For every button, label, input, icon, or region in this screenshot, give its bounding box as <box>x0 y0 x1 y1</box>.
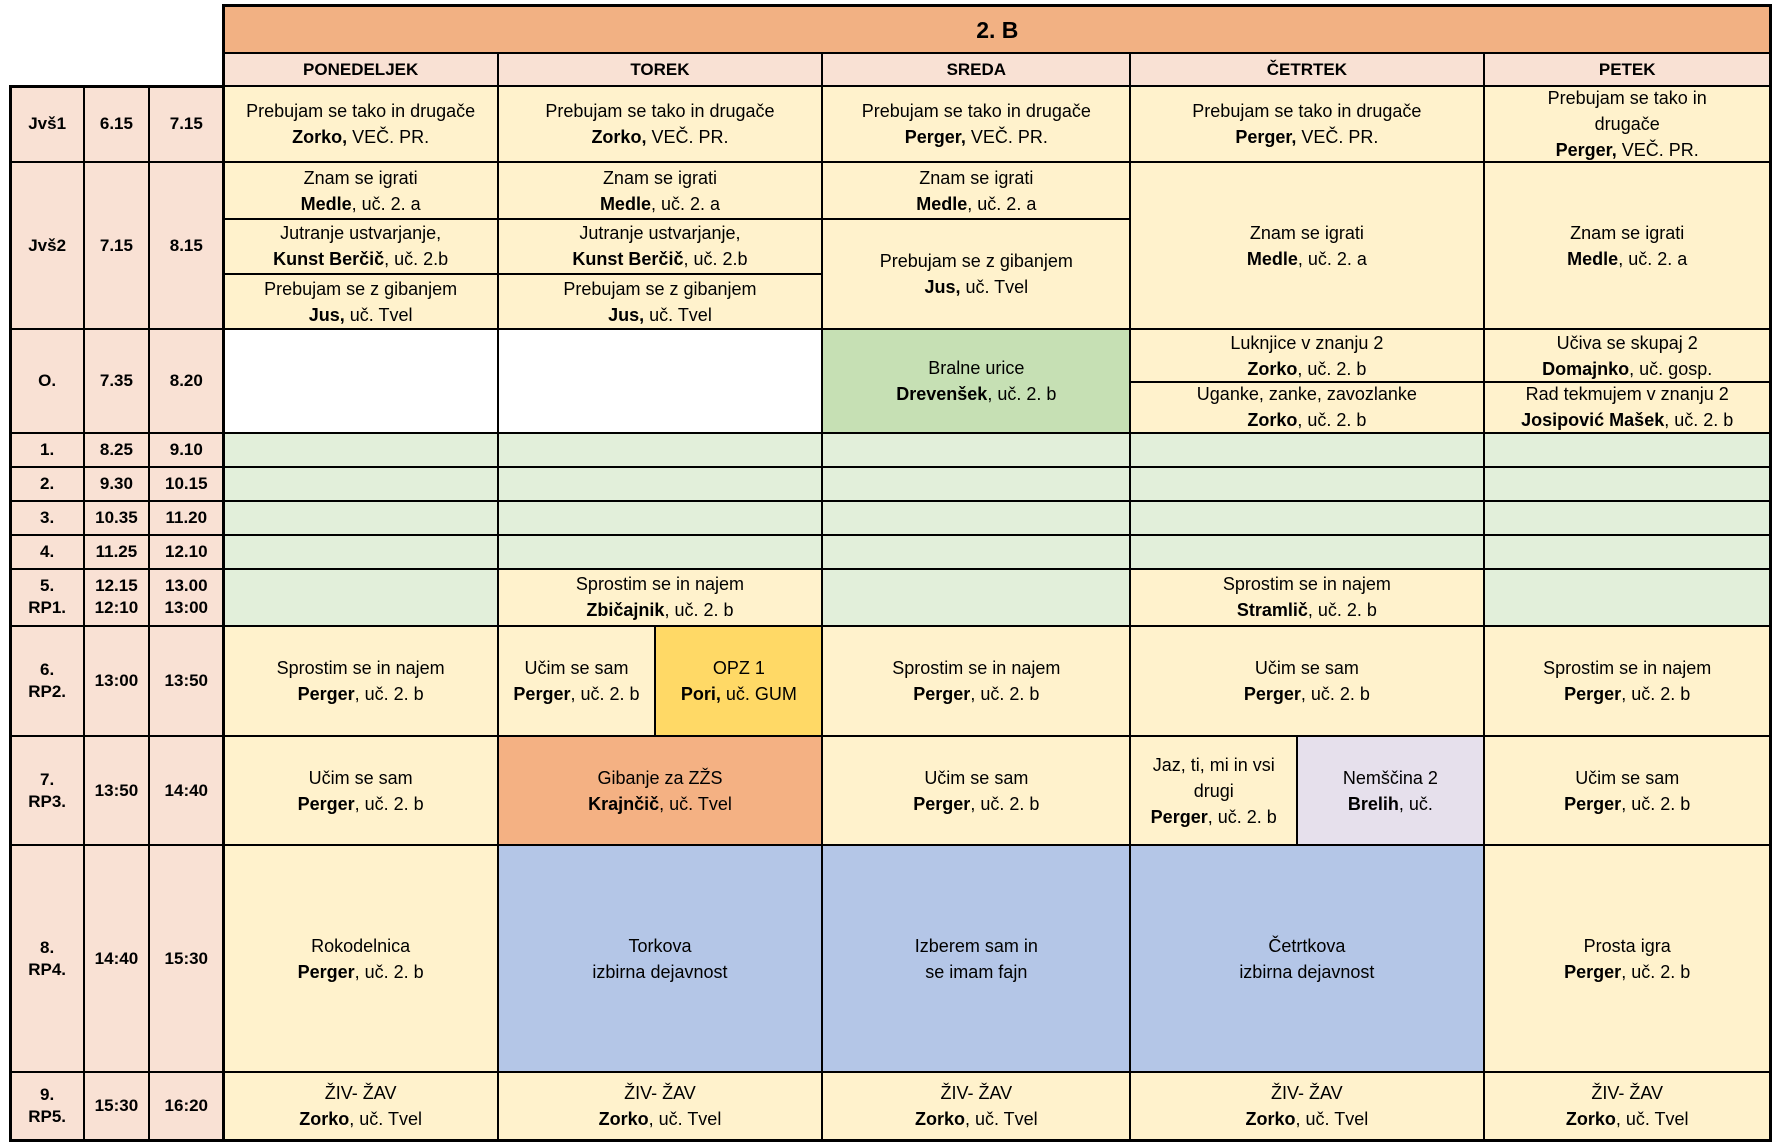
empty-slot <box>1130 535 1483 569</box>
schedule-entry <box>1130 626 1483 736</box>
start-time: 12.15 12:10 <box>84 569 149 626</box>
entry-line: Medle, uč. 2. a <box>1246 248 1367 269</box>
schedule-entry <box>1130 569 1483 626</box>
entry-line: Rokodelnica <box>311 935 411 956</box>
day-header: PONEDELJEK <box>224 53 498 86</box>
period-label: 9. RP5. <box>10 1072 84 1140</box>
start-time: 11.25 <box>84 535 149 569</box>
schedule-entry <box>498 329 823 432</box>
entry-line: Stramlič, uč. 2. b <box>1236 600 1377 621</box>
entry-line: Prebujam se tako in drugače <box>1192 101 1422 122</box>
schedule-entry <box>822 736 1130 845</box>
start-time: 13:50 <box>84 736 149 845</box>
start-time: 15:30 <box>84 1072 149 1140</box>
period-label: 3. <box>10 501 84 535</box>
schedule-entry <box>498 626 656 736</box>
entry-line: Prosta igra <box>1583 935 1671 956</box>
entry-line: Torkova <box>628 935 692 956</box>
entry-line: Medle, uč. 2. a <box>916 193 1037 214</box>
empty-slot <box>498 467 823 501</box>
period-label: 2. <box>10 467 84 501</box>
entry-line: Rad tekmujem v znanju 2 <box>1525 384 1729 405</box>
day-header: SREDA <box>822 53 1130 86</box>
entry-line: Zorko, uč. Tvel <box>299 1109 422 1130</box>
schedule-entry <box>1484 86 1771 162</box>
entry-line: Medle, uč. 2. a <box>300 193 421 214</box>
schedule-title: 2. B <box>224 6 1771 54</box>
entry-line: Izberem sam in <box>914 935 1038 956</box>
entry-line: Perger, uč. 2. b <box>297 961 424 982</box>
entry-line: Jutranje ustvarjanje, <box>280 223 442 244</box>
schedule-entry <box>498 274 823 330</box>
empty-slot <box>1484 535 1771 569</box>
schedule-entry <box>1484 845 1771 1072</box>
entry-line: Zorko, VEČ. PR. <box>591 127 729 148</box>
entry-line: Sprostim se in najem <box>1543 657 1712 678</box>
schedule-entry <box>224 626 498 736</box>
empty-slot <box>1484 501 1771 535</box>
period-label: 5. RP1. <box>10 569 84 626</box>
end-time: 10.15 <box>149 467 224 501</box>
entry-line: Luknjice v znanju 2 <box>1230 332 1384 353</box>
empty-slot <box>1484 467 1771 501</box>
schedule-entry <box>498 845 823 1072</box>
schedule-entry <box>1484 382 1771 433</box>
empty-slot <box>1484 569 1771 626</box>
entry-line: Perger, VEČ. PR. <box>1555 140 1699 161</box>
schedule-entry <box>498 86 823 162</box>
schedule-entry <box>1130 382 1483 433</box>
start-time: 8.25 <box>84 433 149 467</box>
entry-line: ŽIV- ŽAV <box>1591 1083 1664 1104</box>
schedule-entry <box>822 162 1130 219</box>
empty-slot <box>224 569 498 626</box>
entry-line: Učim se sam <box>924 767 1029 788</box>
empty-slot <box>822 433 1130 467</box>
entry-line: Medle, uč. 2. a <box>1567 248 1688 269</box>
empty-slot <box>1484 433 1771 467</box>
entry-line: Zorko, uč. 2. b <box>1247 358 1367 379</box>
empty-slot <box>224 467 498 501</box>
entry-line: Jus, uč. Tvel <box>608 304 712 325</box>
day-header: PETEK <box>1484 53 1771 86</box>
empty-slot <box>822 569 1130 626</box>
entry-line: Perger, uč. 2. b <box>913 683 1040 704</box>
schedule-entry <box>498 219 823 274</box>
entry-line: Sprostim se in najem <box>575 574 744 595</box>
schedule-entry <box>1130 86 1483 162</box>
end-time: 9.10 <box>149 433 224 467</box>
entry-line: Zbičajnik, uč. 2. b <box>586 600 734 621</box>
schedule-entry <box>822 1072 1130 1140</box>
end-time: 8.20 <box>149 329 224 432</box>
period-label: 7. RP3. <box>10 736 84 845</box>
entry-line: Znam se igrati <box>303 167 418 188</box>
period-label: 4. <box>10 535 84 569</box>
entry-line: Perger, uč. 2. b <box>1564 683 1691 704</box>
entry-line: Znam se igrati <box>602 167 717 188</box>
empty-slot <box>1130 467 1483 501</box>
end-time: 7.15 <box>149 86 224 162</box>
period-label: Jvš1 <box>10 86 84 162</box>
empty-slot <box>822 501 1130 535</box>
entry-line: Učiva se skupaj 2 <box>1556 332 1698 353</box>
end-time: 16:20 <box>149 1072 224 1140</box>
end-time: 13:50 <box>149 626 224 736</box>
entry-line: Učim se sam <box>1254 657 1359 678</box>
schedule-entry <box>822 219 1130 329</box>
entry-line: Znam se igrati <box>919 167 1034 188</box>
entry-line: izbirna dejavnost <box>592 961 728 982</box>
entry-line: Učim se sam <box>524 657 629 678</box>
start-time: 7.15 <box>84 162 149 329</box>
schedule-entry <box>1130 736 1297 845</box>
entry-line: Jus, uč. Tvel <box>308 304 413 325</box>
entry-line: Uganke, zanke, zavozlanke <box>1196 384 1417 405</box>
end-time: 12.10 <box>149 535 224 569</box>
entry-line: Zorko, uč. Tvel <box>914 1109 1038 1130</box>
entry-line: Perger, uč. 2. b <box>513 683 640 704</box>
entry-line: Prebujam se z gibanjem <box>563 278 757 299</box>
schedule-entry <box>1130 329 1483 381</box>
schedule-entry <box>224 736 498 845</box>
entry-line: Kunst Berčič, uč. 2.b <box>572 249 748 270</box>
schedule-entry <box>822 86 1130 162</box>
day-header: TOREK <box>498 53 823 86</box>
empty-slot <box>224 433 498 467</box>
empty-slot <box>1130 433 1483 467</box>
period-label: 6. RP2. <box>10 626 84 736</box>
start-time: 6.15 <box>84 86 149 162</box>
start-time: 10.35 <box>84 501 149 535</box>
entry-line: Zorko, uč. 2. b <box>1247 410 1367 431</box>
entry-line: Znam se igrati <box>1249 222 1364 243</box>
start-time: 7.35 <box>84 329 149 432</box>
end-time: 15:30 <box>149 845 224 1072</box>
entry-line: Znam se igrati <box>1570 222 1685 243</box>
empty-slot <box>822 467 1130 501</box>
entry-line: Gibanje za ZŽS <box>597 767 723 788</box>
empty-slot <box>1130 501 1483 535</box>
entry-line: Sprostim se in najem <box>276 657 445 678</box>
schedule-entry <box>224 86 498 162</box>
entry-line: Medle, uč. 2. a <box>599 193 720 214</box>
schedule-entry <box>224 274 498 330</box>
entry-line: Prebujam se tako in <box>1547 88 1707 109</box>
schedule-entry <box>224 219 498 274</box>
schedule-entry <box>224 162 498 219</box>
entry-line: Prebujam se z gibanjem <box>879 251 1073 272</box>
period-label: 1. <box>10 433 84 467</box>
schedule-entry <box>498 162 823 219</box>
end-time: 14:40 <box>149 736 224 845</box>
schedule-entry <box>224 329 498 432</box>
entry-line: Perger, uč. 2. b <box>297 683 424 704</box>
entry-line: Jus, uč. Tvel <box>924 277 1029 298</box>
start-time: 13:00 <box>84 626 149 736</box>
entry-line: Perger, VEČ. PR. <box>904 127 1048 148</box>
end-time: 13.00 13:00 <box>149 569 224 626</box>
entry-line: Perger, uč. 2. b <box>1564 961 1691 982</box>
entry-line: se imam fajn <box>925 961 1028 982</box>
schedule-entry <box>224 845 498 1072</box>
start-time: 9.30 <box>84 467 149 501</box>
entry-line: Zorko, uč. Tvel <box>598 1109 722 1130</box>
period-label: O. <box>10 329 84 432</box>
entry-line: Prebujam se tako in drugače <box>861 101 1091 122</box>
entry-line: Nemščina 2 <box>1342 767 1438 788</box>
empty-slot <box>498 535 823 569</box>
end-time: 11.20 <box>149 501 224 535</box>
schedule-entry <box>1484 162 1771 329</box>
entry-line: Prebujam se tako in drugače <box>545 101 775 122</box>
schedule-entry <box>498 569 823 626</box>
empty-slot <box>498 433 823 467</box>
entry-line: Bralne urice <box>928 358 1025 379</box>
schedule-entry <box>822 845 1130 1072</box>
end-time: 8.15 <box>149 162 224 329</box>
empty-slot <box>224 501 498 535</box>
schedule-entry <box>1484 736 1771 845</box>
period-label: 8. RP4. <box>10 845 84 1072</box>
entry-line: Perger, uč. 2. b <box>297 793 424 814</box>
entry-line: Učim se sam <box>1575 767 1680 788</box>
entry-line: Perger, uč. 2. b <box>913 793 1040 814</box>
entry-line: Prebujam se z gibanjem <box>264 278 458 299</box>
entry-line: OPZ 1 <box>712 657 765 678</box>
schedule-entry <box>498 736 823 845</box>
schedule-entry <box>1484 329 1771 381</box>
schedule-entry <box>1484 626 1771 736</box>
entry-line: Josipović Mašek, uč. 2. b <box>1521 410 1734 431</box>
entry-line: Jutranje ustvarjanje, <box>579 223 741 244</box>
entry-line: Četrtkova <box>1268 935 1346 956</box>
period-label: Jvš2 <box>10 162 84 329</box>
entry-line: Sprostim se in najem <box>1222 574 1391 595</box>
schedule-entry <box>1297 736 1483 845</box>
entry-line: drugače <box>1594 114 1660 135</box>
entry-line: Domajnko, uč. gosp. <box>1542 358 1713 379</box>
schedule-entry <box>1484 1072 1771 1140</box>
entry-line: Zorko, uč. Tvel <box>1245 1109 1369 1130</box>
schedule-entry <box>822 626 1130 736</box>
entry-line: Učim se sam <box>308 767 413 788</box>
empty-slot <box>822 535 1130 569</box>
schedule-entry <box>655 626 822 736</box>
schedule-entry <box>1130 162 1483 329</box>
entry-line: ŽIV- ŽAV <box>1271 1083 1343 1104</box>
start-time: 14:40 <box>84 845 149 1072</box>
entry-line: Zorko, uč. Tvel <box>1565 1109 1689 1130</box>
entry-line: Drevenšek, uč. 2. b <box>896 384 1057 405</box>
entry-line: izbirna dejavnost <box>1239 961 1375 982</box>
entry-line: Perger, uč. 2. b <box>1243 683 1370 704</box>
entry-line: Brelih, uč. <box>1347 793 1433 814</box>
empty-slot <box>224 535 498 569</box>
schedule-entry <box>1130 845 1483 1072</box>
entry-line: Jaz, ti, mi in vsi <box>1152 754 1275 775</box>
empty-slot <box>498 501 823 535</box>
entry-line: ŽIV- ŽAV <box>940 1083 1013 1104</box>
entry-line: ŽIV- ŽAV <box>324 1083 397 1104</box>
schedule-entry <box>498 1072 823 1140</box>
entry-line: ŽIV- ŽAV <box>624 1083 696 1104</box>
entry-line: Kunst Berčič, uč. 2.b <box>273 249 449 270</box>
entry-line: Perger, uč. 2. b <box>1564 793 1691 814</box>
schedule-entry <box>224 1072 498 1140</box>
schedule-entry <box>822 329 1130 432</box>
entry-line: drugi <box>1193 780 1234 801</box>
entry-line: Perger, uč. 2. b <box>1150 806 1277 827</box>
schedule-entry <box>1130 1072 1483 1140</box>
entry-line: Zorko, VEČ. PR. <box>292 127 430 148</box>
entry-line: Perger, VEČ. PR. <box>1235 127 1379 148</box>
entry-line: Sprostim se in najem <box>892 657 1061 678</box>
entry-line: Prebujam se tako in drugače <box>246 101 476 122</box>
day-header: ČETRTEK <box>1130 53 1483 86</box>
entry-line: Pori, uč. GUM <box>680 683 797 704</box>
entry-line: Krajnčič, uč. Tvel <box>588 793 732 814</box>
